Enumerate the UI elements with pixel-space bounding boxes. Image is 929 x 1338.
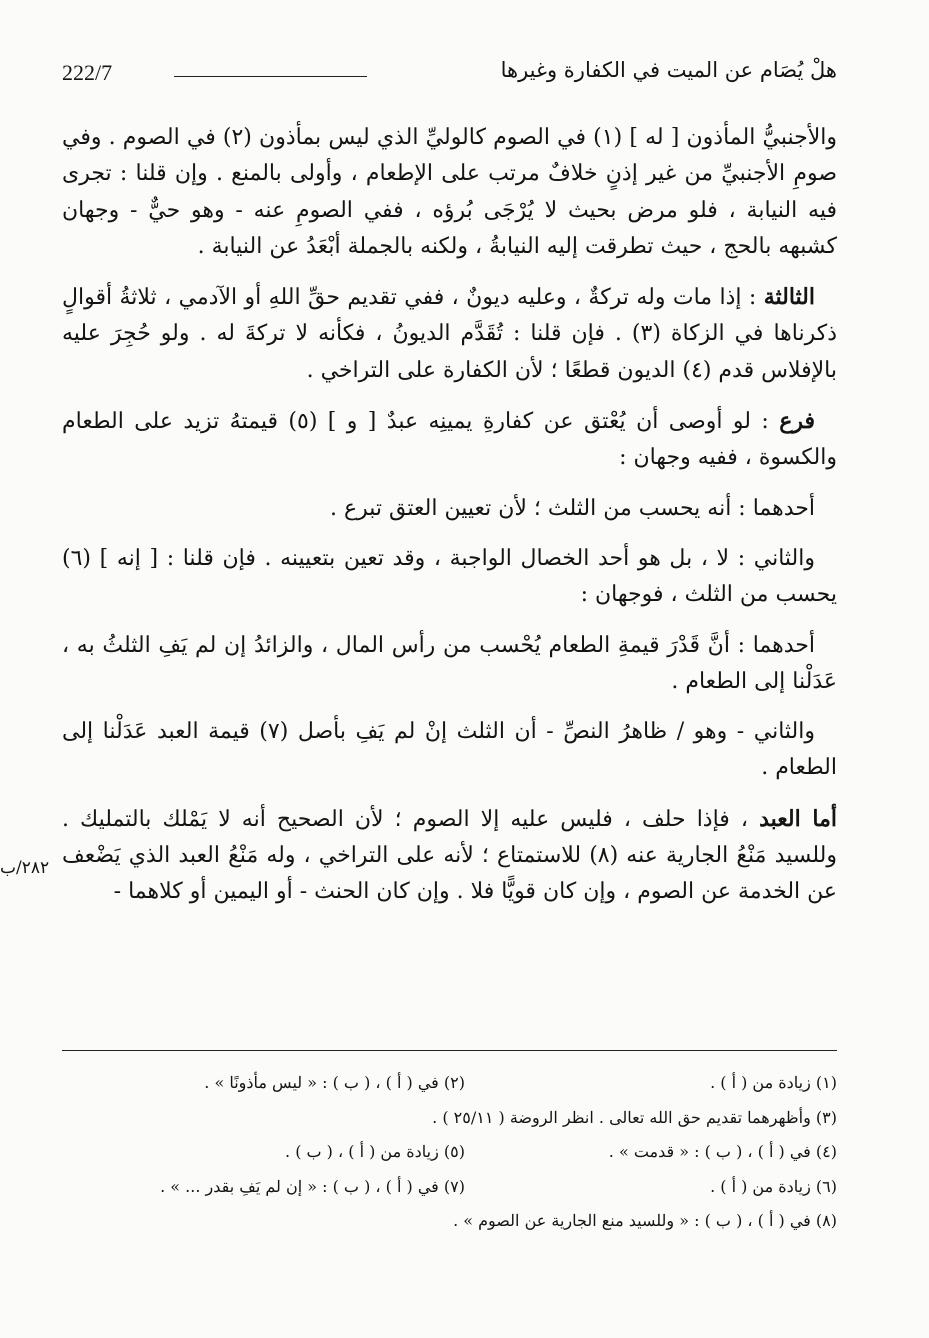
- header-rule: [174, 76, 367, 77]
- footnote-row: [62, 1066, 837, 1101]
- footnote-1: (١) زيادة من ( أ ) .: [710, 1073, 837, 1092]
- section-heading: الثالثة: [763, 284, 815, 311]
- paragraph-text: أحدهما : أنه يحسب من الثلث ؛ لأن تعيين العتق تبرع .: [330, 495, 815, 521]
- footnote-7: (٧) في ( أ ) ، ( ب ) : « إن لم يَفِ بقدر ... » .: [160, 1176, 465, 1196]
- footnote-3: (٣) وأظهرهما تقديم حق الله تعالى . انظر الروضة ( ٢٥/١١ ) .: [432, 1107, 837, 1127]
- paragraph: [62, 541, 837, 614]
- paragraph: [62, 403, 837, 477]
- section-heading: أما العبد: [759, 805, 838, 832]
- paragraph: [62, 491, 837, 527]
- paragraph-text: والأجنبيُّ المأذون [ له ] (١) في الصوم كالوليِّ الذي ليس بمأذون (٢) في الصوم . وفي صومِ الأجنبيِّ من غير إذنٍ خلافٌ مرتب على الإطعام ، وأولى بالمنع . وإن قلنا : تجرى فيه النيابة ، فلو مرض بحيث لا يُرْجَى بُرؤه ، ففي الصومِ عنه - وهو حيٌّ - وجهان كشبهه بالحج ، حيث تطرقت إليه النيابةُ ، ولكنه بالجملة أبْعَدُ عن النيابة .: [62, 125, 837, 259]
- page-header: [62, 58, 837, 94]
- paragraph: [62, 714, 837, 787]
- paragraph: [62, 279, 837, 389]
- footnote-row: [62, 1170, 837, 1205]
- margin-folio-note: ٢٨٢/ب: [0, 858, 50, 878]
- footnote-5: (٥) زيادة من ( أ ) ، ( ب ) .: [285, 1142, 465, 1161]
- section-heading: فرع: [779, 408, 815, 435]
- page-number: 222/7: [62, 60, 113, 85]
- footnote-6: (٦) زيادة من ( أ ) .: [710, 1176, 837, 1196]
- paragraph: [62, 120, 837, 265]
- paragraph-text: : لو أوصى أن يُعْتق عن كفارةِ يمينِه عبدٌ [ و ] (٥) قيمتهُ تزيد على الطعام والكسوة ، ففيه وجهان :: [62, 409, 837, 471]
- paragraph-text: أحدهما : أنَّ قَدْرَ قيمةِ الطعام يُحْسب من رأس المال ، والزائدُ إن لم يَفِ الثلثُ به ، عَدَلْنا إلى الطعام .: [62, 632, 837, 694]
- paragraph-text: ، فإذا حلف ، فليس عليه إلا الصوم ؛ لأن الصحيح أنه لا يَمْلك بالتمليك . وللسيد مَنْعُ الجارية عنه (٨) للاستمتاع ؛ لأنه على التراخي ، وله مَنْعُ العبد الذي يَضْعف عن الخدمة عن الصوم ، وإن كان قويًّا فلا . وإن كان الحنث - أو اليمين أو كلاهما -: [62, 806, 837, 905]
- paragraph: [62, 628, 837, 701]
- footnote-2: (٢) في ( أ ) ، ( ب ) : « ليس مأذونًا » .: [204, 1073, 465, 1092]
- paragraph-text: : إذا مات وله تركةٌ ، وعليه ديونٌ ، ففي تقديم حقِّ اللهِ أو الآدمي ، ثلاثةُ أقوالٍ ذكرناها في الزكاة (٣) . فإن قلنا : تُقَدَّم الديونُ ، فكأنه لا تركةَ له . ولو حُجِرَ عليه بالإفلاس قدم (٤) الديون قطعًا ؛ لأن الكفارة على التراخي .: [62, 285, 837, 383]
- footnote-4: (٤) في ( أ ) ، ( ب ) : « قدمت » .: [608, 1142, 837, 1161]
- running-title: هلْ يُصَام عن الميت في الكفارة وغيرها: [500, 58, 837, 82]
- footnote-rule: [62, 1050, 837, 1051]
- footnotes: [62, 1066, 837, 1239]
- main-text: [62, 120, 837, 925]
- footnote-8: (٨) في ( أ ) ، ( ب ) : « وللسيد منع الجارية عن الصوم » .: [453, 1211, 837, 1230]
- paragraph: [62, 801, 837, 911]
- paragraph-text: والثاني : لا ، بل هو أحد الخصال الواجبة ، وقد تعين بتعيينه . فإن قلنا : [ إنه ] (٦) يحسب من الثلث ، فوجهان :: [62, 545, 837, 608]
- footnote-row: [62, 1135, 837, 1170]
- paragraph-text: والثاني - وهو / ظاهرُ النصِّ - أن الثلث إنْ لم يَفِ بأصل (٧) قيمة العبد عَدَلْنا إلى الطعام .: [62, 719, 837, 781]
